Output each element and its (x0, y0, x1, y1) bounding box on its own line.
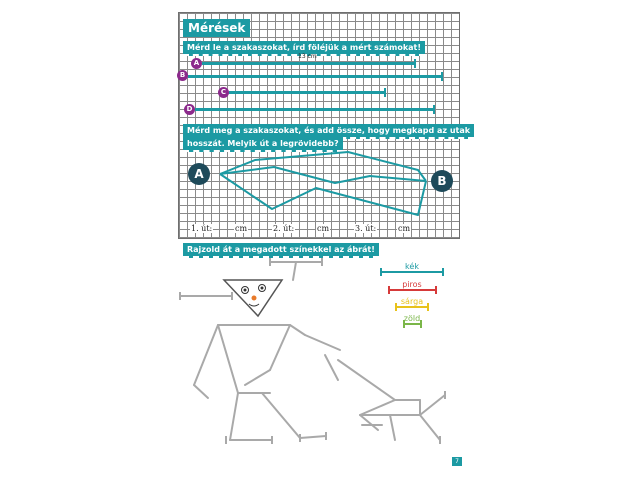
task3-instruction: Rajzold át a megadott színekkel az ábrát! (183, 243, 379, 258)
segment-b-badge: B (177, 70, 188, 81)
example-measure: 13 cm (298, 53, 317, 60)
route-1-label: 1. út: (191, 224, 213, 233)
segment-a-badge: A (191, 58, 202, 69)
task2-instruction-line1: Mérd meg a szakaszokat, és add össze, hogy megkapd az utak (183, 124, 474, 139)
color-label-red: piros (402, 280, 422, 289)
section-title: Mérések (183, 19, 250, 37)
task2-instruction-line2: hosszát. Melyik út a legrövidebb? (183, 137, 343, 152)
segment-d-badge: D (184, 104, 195, 115)
route-2-label: 2. út: (273, 224, 295, 233)
route-1-unit: cm (235, 224, 248, 233)
color-label-yellow: sárga (400, 297, 424, 306)
segment-c-badge: C (218, 87, 229, 98)
start-point-a: A (188, 163, 210, 185)
route-2-unit: cm (317, 224, 330, 233)
color-label-blue: kék (405, 262, 419, 271)
page-number: 7 (452, 457, 462, 466)
end-point-b: B (431, 170, 453, 192)
face-nose (252, 296, 257, 301)
route-3-label: 3. út: (355, 224, 377, 233)
color-label-green: zöld (403, 314, 421, 323)
task1-instruction: Mérd le a szakaszokat, írd föléjük a mért számokat! (183, 41, 425, 56)
route-3-unit: cm (398, 224, 411, 233)
